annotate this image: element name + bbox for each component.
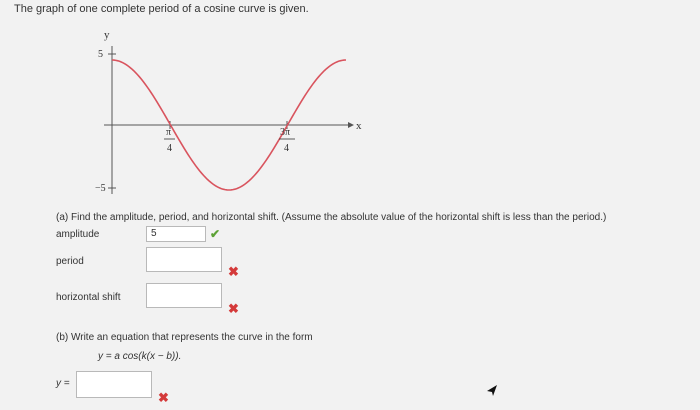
equation-form: y = a cos(k(x − b)).: [98, 351, 182, 362]
period-input[interactable]: [146, 247, 222, 272]
horizontal-shift-input[interactable]: [146, 283, 222, 308]
y-equals-label: y =: [56, 378, 70, 389]
part-a-question: (a) Find the amplitude, period, and horizontal shift. (Assume the absolute value of the horizontal shift is less than the period.): [56, 212, 607, 223]
y-min-label: −5: [95, 183, 106, 194]
period-label: period: [56, 256, 84, 267]
tick1-numerator: π: [166, 127, 172, 138]
horizontal-shift-label: horizontal shift: [56, 292, 121, 303]
y-max-label: 5: [98, 49, 103, 60]
tick1-denominator: 4: [167, 143, 172, 154]
cross-icon: ✖: [228, 301, 239, 316]
amplitude-input[interactable]: 5: [146, 226, 206, 242]
part-b-question: (b) Write an equation that represents the curve in the form: [56, 332, 313, 343]
tick2-numerator: 3π: [280, 127, 291, 138]
problem-prompt: The graph of one complete period of a cosine curve is given.: [14, 3, 309, 15]
y-axis-label: y: [104, 29, 110, 41]
cross-icon: ✖: [228, 264, 239, 279]
x-axis-label: x: [356, 120, 362, 132]
amplitude-label: amplitude: [56, 229, 100, 240]
mouse-cursor-icon: [486, 384, 498, 398]
checkmark-icon: ✔: [210, 227, 221, 241]
tick2-denominator: 4: [284, 143, 289, 154]
equation-input[interactable]: [76, 371, 152, 398]
x-axis-arrow: [348, 122, 354, 128]
cross-icon: ✖: [158, 390, 169, 405]
